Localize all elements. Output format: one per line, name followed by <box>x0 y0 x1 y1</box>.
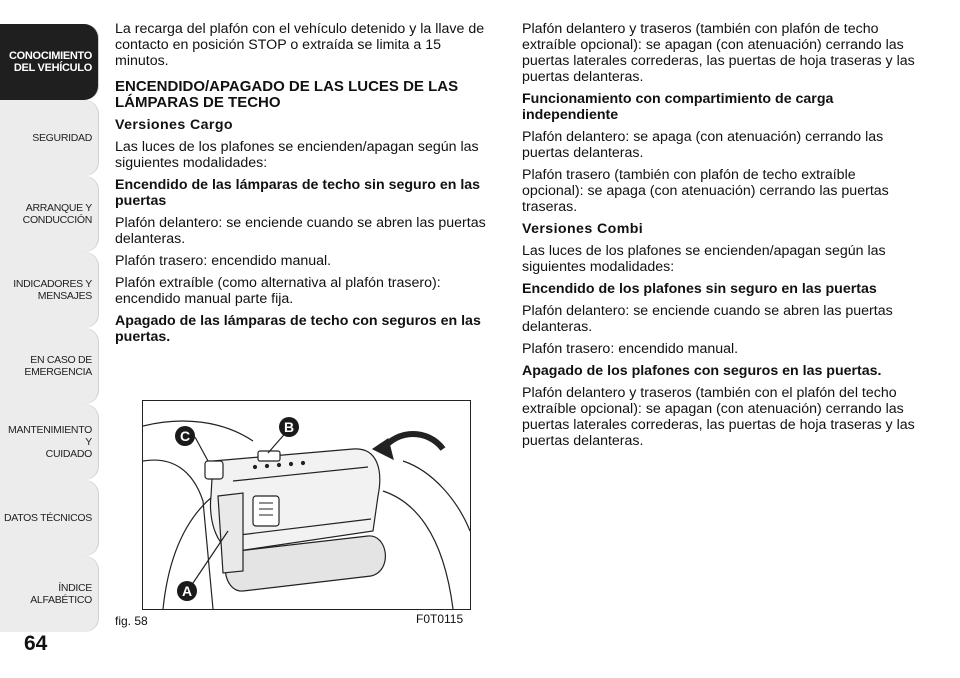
tab-datos-tecnicos[interactable] <box>0 480 98 556</box>
paragraph: Las luces de los plafones se encienden/apagan según las siguientes modalidades: <box>522 243 886 275</box>
paragraph: Plafón trasero: encendido manual. <box>115 253 332 269</box>
paragraph: Plafón delantero: se enciende cuando se abren las puertas delanteras. <box>522 303 893 335</box>
section-tabs <box>0 0 100 678</box>
paragraph: Plafón delantero y traseros (también con el plafón del techo extraíble opcional): se apagan (con atenuación) cerrando las puertas laterales correderas, las puertas de hoja traseras y las puertas delanteras. <box>522 385 915 449</box>
tab-label-line-1: ARRANQUE Y <box>25 202 92 214</box>
tab-label-line-2: CONDUCCIÓN <box>22 214 92 226</box>
subsection-heading: Versiones Combi <box>522 221 644 237</box>
tab-label-line-1: CONOCIMIENTO <box>9 50 92 62</box>
tab-label-line-1: EN CASO DE <box>30 354 92 366</box>
svg-text:B: B <box>283 419 295 435</box>
tab-label-line-1: ÍNDICE ALFABÉTICO <box>30 582 92 606</box>
tab-label-line-2: CUIDADO <box>45 448 92 460</box>
tab-label-line-1: SEGURIDAD <box>32 132 92 144</box>
tab-arranque-y-conduccion[interactable] <box>0 176 98 252</box>
tab-indicadores-y-mensajes[interactable] <box>0 252 98 328</box>
tab-label-line-2: MENSAJES <box>37 290 92 302</box>
bold-heading: Encendido de los plafones sin seguro en las puertas <box>522 281 877 297</box>
tab-label-line-1: INDICADORES Y <box>13 278 92 290</box>
paragraph: Plafón delantero: se apaga (con atenuación) cerrando las puertas delanteras. <box>522 129 884 161</box>
svg-text:C: C <box>179 428 191 444</box>
tab-label-line-2: DEL VEHÍCULO <box>13 62 92 74</box>
page-number: 64 <box>24 632 48 655</box>
tab-mantenimiento-y-cuidado[interactable] <box>0 404 98 480</box>
tab-conocimiento-del-vehiculo[interactable] <box>0 24 98 100</box>
bold-heading: Funcionamiento con compartimiento de carga independiente <box>522 91 834 123</box>
paragraph: La recarga del plafón con el vehículo detenido y la llave de contacto en posición STOP o extraída se limita a 15 minutos. <box>115 21 485 69</box>
section-heading: ENCENDIDO/APAGADO DE LAS LUCES DE LAS LÁMPARAS DE TECHO <box>115 78 459 111</box>
figure-ceiling-light <box>142 400 471 610</box>
paragraph: Plafón trasero: encendido manual. <box>522 341 739 357</box>
bold-heading: Encendido de las lámparas de techo sin seguro en las puertas <box>115 177 481 209</box>
paragraph: Plafón extraíble (como alternativa al plafón trasero): encendido manual parte fija. <box>115 275 441 307</box>
bold-heading: Apagado de las lámparas de techo con seguros en las puertas. <box>115 313 481 345</box>
right-column <box>522 21 917 455</box>
tab-label-line-1: MANTENIMIENTO Y <box>8 424 92 448</box>
subsection-heading: Versiones Cargo <box>115 117 233 133</box>
callout-b <box>279 417 299 437</box>
paragraph: Plafón delantero: se enciende cuando se abren las puertas delanteras. <box>115 215 486 247</box>
figure-caption: fig. 58 <box>115 614 148 628</box>
tab-indice-alfabetico[interactable] <box>0 556 98 632</box>
tab-seguridad[interactable] <box>0 100 98 176</box>
left-column <box>115 21 495 351</box>
paragraph: Las luces de los plafones se encienden/apagan según las siguientes modalidades: <box>115 139 479 171</box>
paragraph: Plafón trasero (también con plafón de techo extraíble opcional): se apaga (con atenuación) cerrando las puertas traseras. <box>522 167 889 215</box>
callout-c <box>175 426 195 446</box>
tab-label-line-1: DATOS TÉCNICOS <box>4 512 92 524</box>
callout-a <box>177 581 197 601</box>
figure-code: F0T0115 <box>416 612 464 626</box>
tab-en-caso-de-emergencia[interactable] <box>0 328 98 404</box>
bold-heading: Apagado de los plafones con seguros en las puertas. <box>522 363 882 379</box>
ceiling-light-illustration <box>143 401 470 609</box>
paragraph: Plafón delantero y traseros (también con plafón de techo extraíble opcional): se apagan (con atenuación) cerrando las puertas laterales correderas, las puertas de hoja traseras y las puertas delanteras. <box>522 21 915 85</box>
svg-text:A: A <box>181 583 193 599</box>
tab-label-line-2: EMERGENCIA <box>24 366 92 378</box>
